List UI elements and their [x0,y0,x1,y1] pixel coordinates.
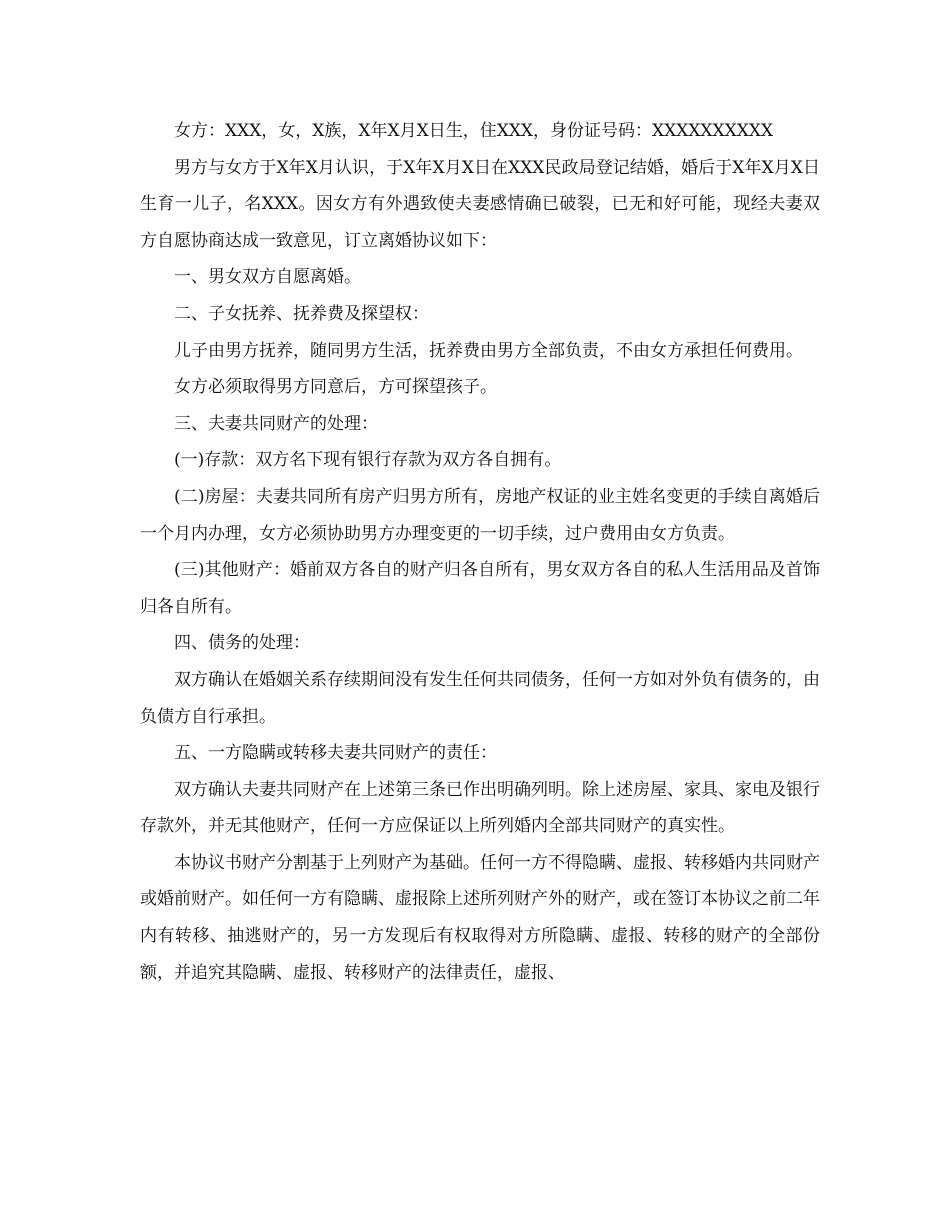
paragraph-visitation: 女方必须取得男方同意后，方可探望孩子。 [174,377,497,398]
paragraph-savings: (一)存款：双方名下现有银行存款为双方各自拥有。 [174,450,562,471]
clause-3-heading: 三、夫妻共同财产的处理： [174,413,378,434]
clause-1-heading: 一、男女双方自愿离婚。 [174,267,361,288]
paragraph-house: (二)房屋：夫妻共同所有房产归男方所有，房地产权证的业主姓名变更的手续自离婚后一个月内办理，女方必须协助男方办理变更的一切手续，过户费用由女方负责。 [140,486,820,544]
clause-4-heading: 四、债务的处理： [174,633,310,654]
document-body [140,113,820,991]
paragraph-female-party: 女方：XXX，女，X族，X年X月X日生，住XXX，身份证号码：XXXXXXXXXX [174,121,774,141]
clause-2-heading: 二、子女抚养、抚养费及探望权： [174,303,429,324]
clause-5-heading: 五、一方隐瞒或转移夫妻共同财产的责任： [174,743,497,764]
paragraph-other-property: (三)其他财产：婚前双方各自的财产归各自所有，男女双方各自的私人生活用品及首饰归各自所有。 [140,560,820,617]
paragraph-property-confirmation: 双方确认夫妻共同财产在上述第三条已作出明确列明。除上述房屋、家具、家电及银行存款外，并无其他财产，任何一方应保证以上所列婚内全部共同财产的真实性。 [140,779,820,837]
paragraph-child-custody: 儿子由男方抚养，随同男方生活，抚养费由男方全部负责，不由女方承担任何费用。 [174,340,803,361]
paragraph-debts: 双方确认在婚姻关系存续期间没有发生任何共同债务，任何一方如对外负有债务的，由负债方自行承担。 [140,669,820,727]
paragraph-marriage-background: 男方与女方于X年X月认识，于X年X月X日在XXX民政局登记结婚，婚后于X年X月X日生育一儿子，名XXX。因女方有外遇致使夫妻感情确已破裂，已无和好可能，现经夫妻双方自愿协商达成一致意见，订立离婚协议如下： [140,157,820,251]
paragraph-concealment-liability: 本协议书财产分割基于上列财产为基础。任何一方不得隐瞒、虚报、转移婚内共同财产或婚前财产。如任何一方有隐瞒、虚报除上述所列财产外的财产，或在签订本协议之前二年内有转移、抽逃财产的，另一方发现后有权取得对方所隐瞒、虚报、转移的财产的全部份额，并追究其隐瞒、虚报、转移财产的法律责任，虚报、 [140,852,820,983]
